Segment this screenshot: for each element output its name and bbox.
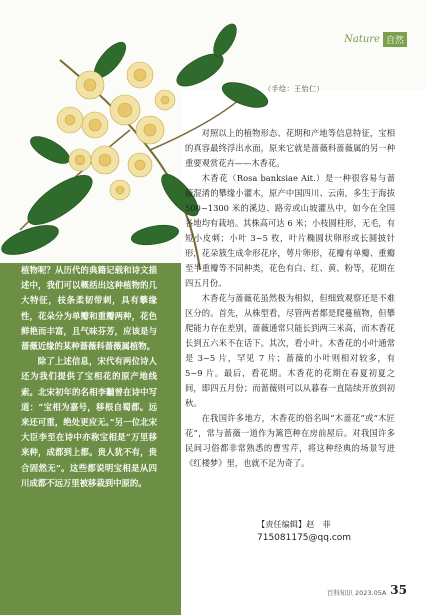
article-paragraph: 木香花与蔷薇花虽然极为相似，但细致观察还是不难区分的。首先，从株型看，尽管两者都是爬蔓植物，但攀爬能力存在差别，蔷薇通常只能长到两三米高，而木香花长到五六米不在话下。其次，看小叶。木香花的小叶通常是 3~5 片，罕见 7 片；蔷薇的小叶则相对较多，有 5~9 片。最后，看花期。木香花的花期在春夏初夏之间，即四五月份；而蔷薇则可以从暮春一直陆续开放到初秋。 [185,293,395,408]
article-paragraph: 对照以上的植物形态、花期和产地等信息特征，宝相的真容最终浮出水面，原来它就是蔷薇科蔷薇属的另一种重要观赏花卉——木香花。 [185,128,395,168]
article-body [185,126,395,471]
sidebar-paragraph: 除了上述信息，宋代有两位诗人还为我们提供了宝相花的原产地线索。北宋初年的名相李黼曾在诗中写道：“宝相为嘉号，移根自蜀都。远来还可重，绝处更应无。”另一位北宋大臣李至在诗中亦称宝相是“万里移来种，成都到上都。贵人犹不有，贵合固然无”。这些都说明宝相是从四川成都不远万里被移栽到中原的。 [21,356,157,488]
section-header [344,32,407,47]
illustration-caption: （手绘：王怡仁） [264,85,324,93]
editor-email: 715081175@qq.com [257,533,352,543]
responsible-editor: 【责任编辑】赵 菲 [257,519,331,529]
page-number: 35 [390,583,407,597]
page-footer [327,583,407,597]
article-paragraph: 在我国许多地方，木香花的俗名叫“木蔷花”或“木匠花”，常与蔷薇一道作为篱笆种在房前屋后。对我国许多民间习俗都非常熟悉的曹雪芹，将这种经典的场景写进《红楼梦》里，也就不足为奇了。 [185,413,395,468]
section-label-en: Nature [344,34,380,45]
sidebar-text [21,263,157,491]
article-paragraph: 木香花（Rosa banksiae Ait.）是一种很容易与蔷薇混淆的攀缘小灌木，原产中国四川、云南，多生于海拔 500~1300 米的溪边、路旁或山坡灌丛中，如今在全国各地均有栽培。其株高可达 6 米；小枝圆柱形，无毛，有短小皮刺；小叶 3~5 枚，叶片椭圆状卵形或长圆披针形，花朵簇生成伞形花序，萼片卵形，花瓣有单瓣、重瓣至半重瓣等不同种类，花色有白、红、黄、粉等，花期在四五月份。 [185,173,395,288]
journal-issue: 百科知识 2023.05A [326,589,387,597]
sidebar-paragraph: 植物呢？从历代的典籍记载和诗文描述中，我们可以概括出这种植物的几大特征，枝条柔韧带刺，具有攀缘性，花朵分为单瓣和重瓣两种，花色鲜艳而丰富，且气味芬芳，应该是与蔷薇近缘的某种蔷薇科蔷薇属植物。 [21,265,157,352]
section-label-cn: 自然 [383,32,407,47]
